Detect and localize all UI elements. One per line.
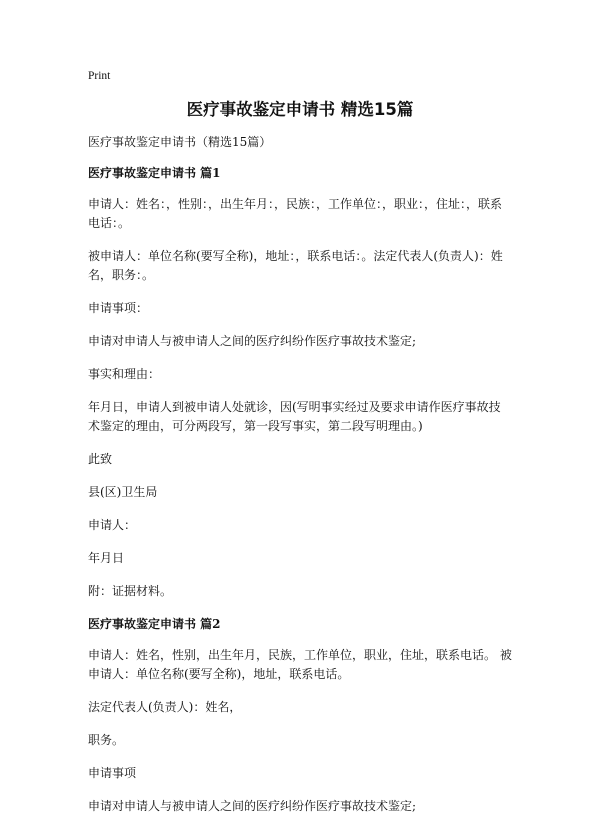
page-title: 医疗事故鉴定申请书 精选15篇 [186,100,414,119]
paragraph: 申请人： [88,518,137,532]
print-link[interactable]: Print [88,70,111,82]
paragraph: 年月日 [88,551,125,565]
document-subtitle: 医疗事故鉴定申请书（精选15篇） [88,135,272,149]
paragraph: 县(区)卫生局 [88,485,158,499]
paragraph: 申请人：姓名：，性别：，出生年月：，民族：，工作单位：，职业：，住址：，联系电话：。 [88,197,503,230]
paragraph: 年月日，申请人到被申请人处就诊，因(写明事实经过及要求申请作医疗事故技术鉴定的理由，可分两段写，第一段写事实，第二段写明理由。) [88,400,501,433]
paragraph: 附：证据材料。 [88,584,173,598]
paragraph: 申请人：姓名，性别，出生年月，民族，工作单位，职业，住址，联系电话。 被申请人：单位名称(要写全称)，地址，联系电话。 [88,648,512,681]
paragraph: 被申请人：单位名称(要写全称)，地址：，联系电话：。法定代表人(负责人)：姓名，职务：。 [88,249,503,282]
paragraph: 职务。 [88,733,125,747]
paragraph: 申请事项 [88,766,137,780]
section-heading: 医疗事故鉴定申请书 篇1 [88,166,221,180]
paragraph: 申请事项： [88,301,149,315]
section-heading: 医疗事故鉴定申请书 篇2 [88,617,221,631]
paragraph: 法定代表人(负责人)：姓名， [88,700,242,714]
paragraph: 申请对申请人与被申请人之间的医疗纠纷作医疗事故技术鉴定; [88,334,417,348]
paragraph: 此致 [88,452,113,466]
paragraph: 事实和理由： [88,367,161,381]
paragraph: 申请对申请人与被申请人之间的医疗纠纷作医疗事故技术鉴定; [88,799,417,813]
